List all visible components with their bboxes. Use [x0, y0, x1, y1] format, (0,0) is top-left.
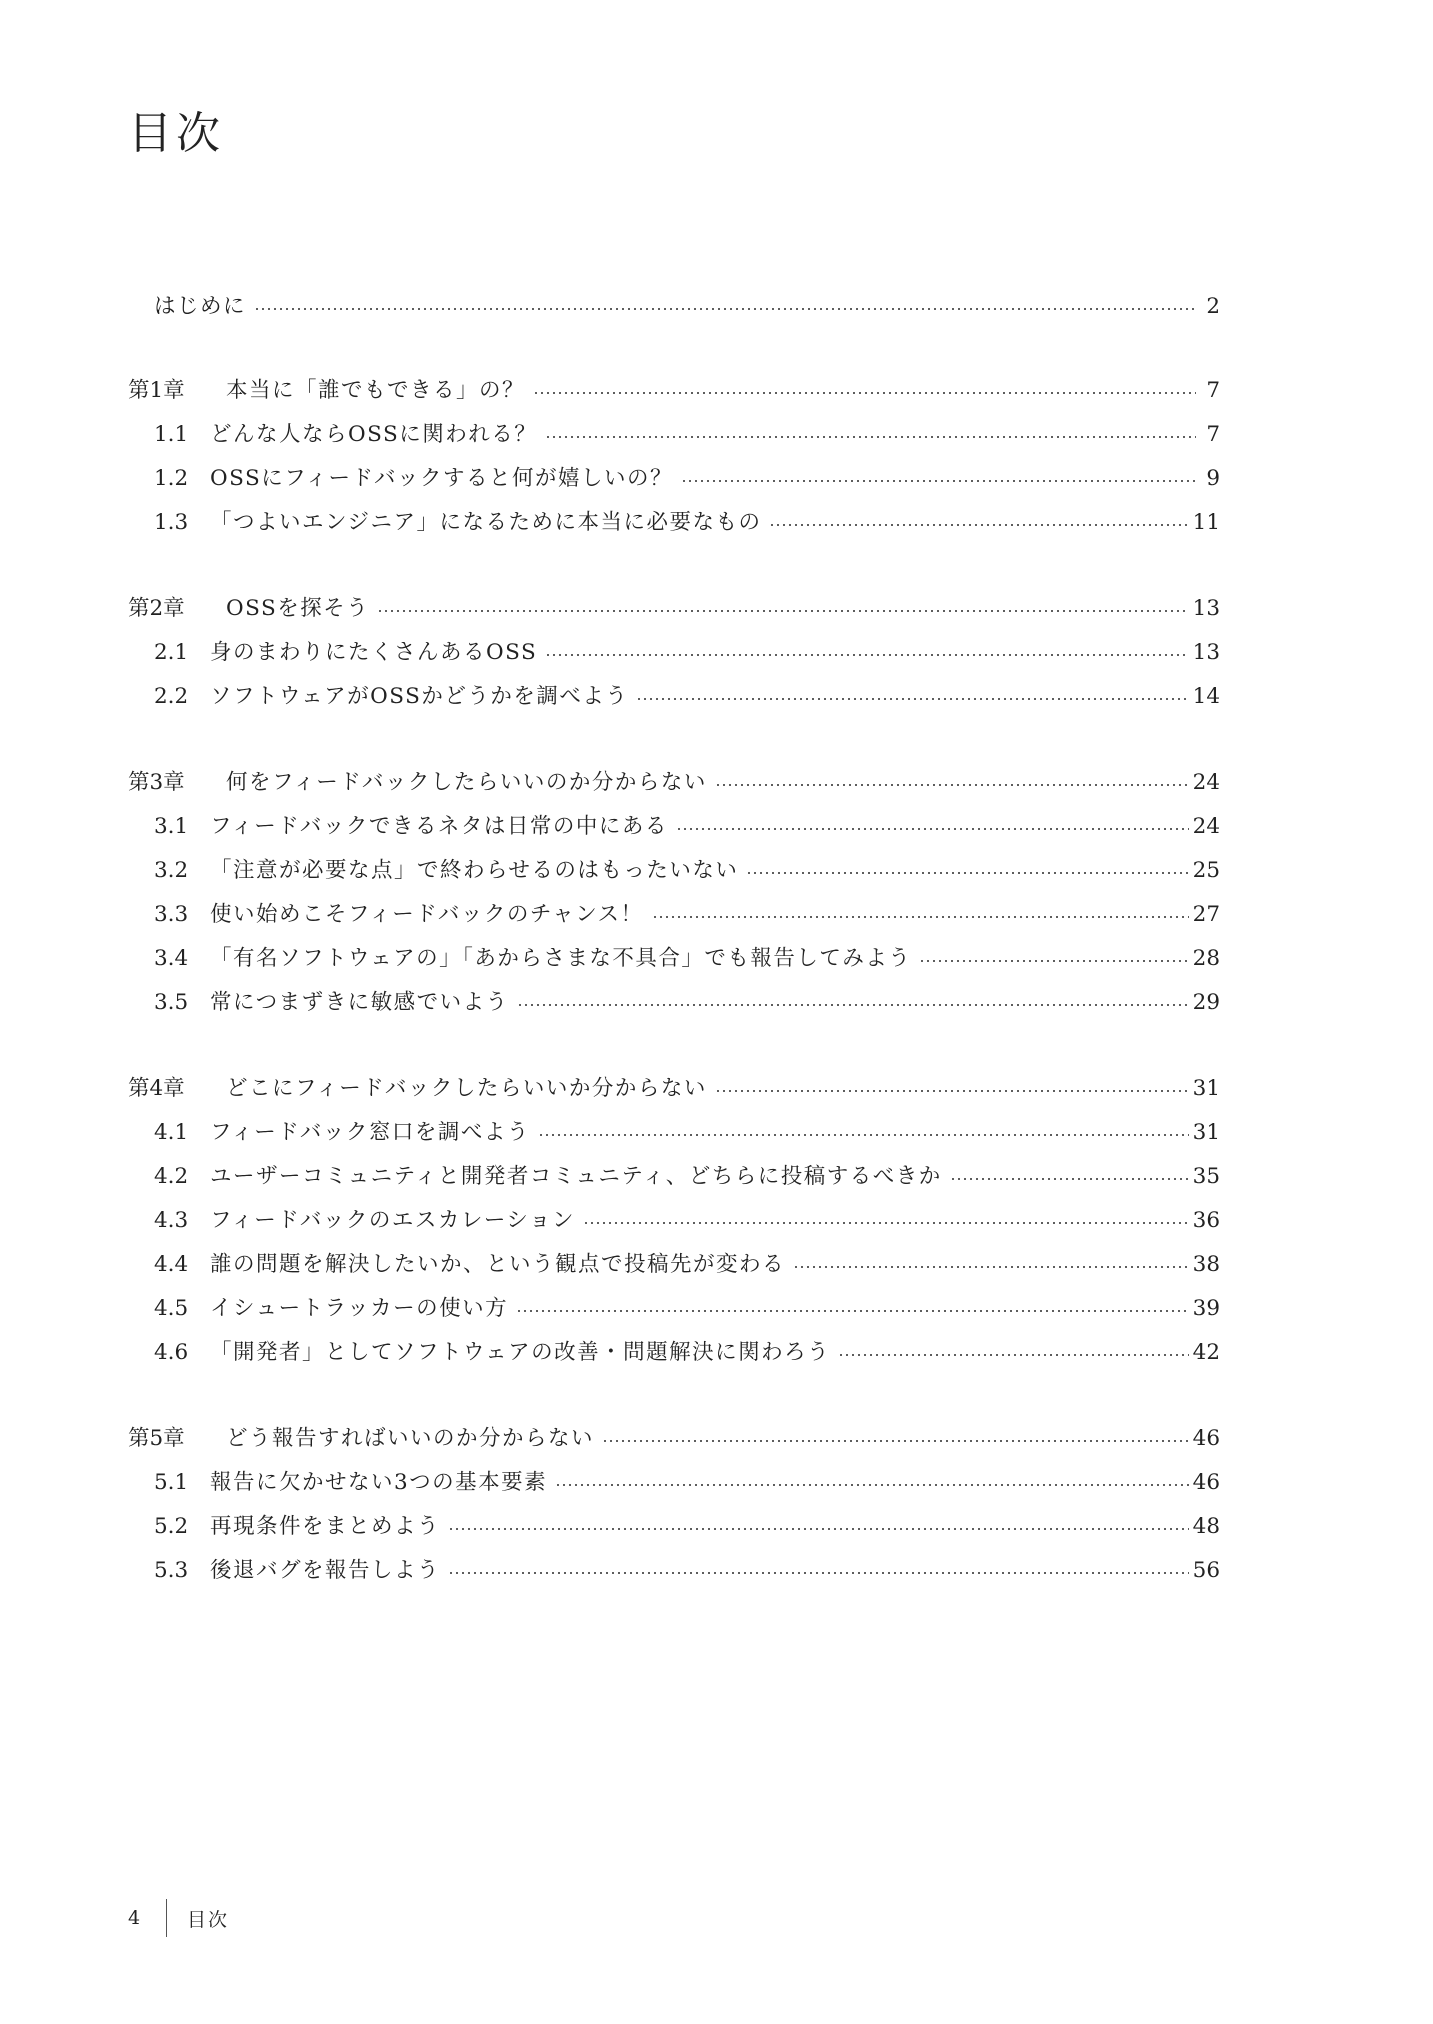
chapter-title: 何をフィードバックしたらいいのか分からない [226, 770, 707, 795]
section-title: 「注意が必要な点」で終わらせるのはもったいない [210, 858, 739, 883]
section-number: 2.1 [154, 640, 189, 665]
section-number: 3.2 [154, 858, 189, 883]
leader-dots [715, 784, 1189, 786]
section-number: 4.5 [154, 1296, 189, 1321]
section-title: 「つよいエンジニア」になるために本当に必要なもの [210, 510, 762, 535]
toc-entry-section-2-2[interactable] [128, 677, 1220, 717]
chapter-title: どう報告すればいいのか分からない [226, 1426, 595, 1451]
leader-dots [769, 524, 1188, 526]
section-title: フィードバックのエスカレーション [210, 1208, 575, 1233]
toc-entry-section-5-2[interactable] [128, 1507, 1220, 1547]
section-number: 5.1 [154, 1470, 189, 1495]
chapter-page: 24 [1192, 770, 1220, 795]
toc-entry-section-5-3[interactable] [128, 1551, 1220, 1591]
leader-dots [516, 1310, 1188, 1312]
section-title: ソフトウェアがOSSかどうかを調べよう [210, 684, 629, 709]
leader-dots [545, 436, 1196, 438]
toc-entry-section-1-1[interactable] [128, 415, 1220, 455]
section-number: 1.3 [154, 510, 189, 535]
section-page: 35 [1192, 1164, 1220, 1189]
leader-dots [448, 1572, 1189, 1574]
section-number: 1.2 [154, 466, 189, 491]
section-page: 46 [1192, 1470, 1220, 1495]
leader-dots [919, 960, 1188, 962]
toc-entry-section-3-1[interactable] [128, 807, 1220, 847]
section-page: 27 [1192, 902, 1220, 927]
section-title: 「有名ソフトウェアの」「あからさまな不具合」でも報告してみよう [210, 946, 912, 971]
leader-dots [517, 1004, 1189, 1006]
chapter-page: 7 [1206, 378, 1220, 403]
footer-page-number: 4 [128, 1907, 141, 1929]
section-number: 4.2 [154, 1164, 189, 1189]
section-title: 再現条件をまとめよう [210, 1514, 441, 1539]
section-number: 3.1 [154, 814, 189, 839]
section-page: 48 [1192, 1514, 1220, 1539]
section-number: 5.2 [154, 1514, 189, 1539]
toc-entry-section-1-3[interactable] [128, 503, 1220, 543]
toc-entry-section-4-3[interactable] [128, 1201, 1220, 1241]
section-title: イシュートラッカーの使い方 [210, 1296, 509, 1321]
chapter-page: 13 [1192, 596, 1220, 621]
leader-dots [715, 1090, 1189, 1092]
section-title: 「開発者」としてソフトウェアの改善・問題解決に関わろう [210, 1340, 831, 1365]
section-page: 28 [1192, 946, 1220, 971]
leader-dots [838, 1354, 1188, 1356]
leader-dots [545, 654, 1188, 656]
section-title: フィードバックできるネタは日常の中にある [210, 814, 668, 839]
leader-dots [533, 392, 1196, 394]
chapter-number: 第1章 [128, 378, 185, 403]
leader-dots [377, 610, 1188, 612]
section-number: 4.4 [154, 1252, 189, 1277]
chapter-number: 第3章 [128, 770, 185, 795]
section-page: 42 [1192, 1340, 1220, 1365]
leader-dots [652, 916, 1189, 918]
toc-entry-preface[interactable] [128, 287, 1220, 327]
leader-dots [602, 1440, 1189, 1442]
footer-section-label: 目次 [187, 1908, 230, 1931]
page-footer [128, 1898, 229, 1938]
chapter-page: 31 [1192, 1076, 1220, 1101]
section-number: 2.2 [154, 684, 189, 709]
toc-entry-chapter-4[interactable] [128, 1069, 1220, 1109]
toc-entry-section-1-2[interactable] [128, 459, 1220, 499]
section-page: 56 [1192, 1558, 1220, 1583]
section-page: 38 [1192, 1252, 1220, 1277]
toc-entry-title: はじめに [154, 294, 247, 319]
section-number: 4.1 [154, 1120, 189, 1145]
leader-dots [681, 480, 1196, 482]
toc-entry-section-4-5[interactable] [128, 1289, 1220, 1329]
leader-dots [746, 872, 1188, 874]
section-title: どんな人ならOSSに関われる？ [210, 422, 538, 447]
section-number: 3.5 [154, 990, 189, 1015]
section-title: 誰の問題を解決したいか、という観点で投稿先が変わる [210, 1252, 786, 1277]
toc-entry-chapter-5[interactable] [128, 1419, 1220, 1459]
section-number: 4.3 [154, 1208, 189, 1233]
footer-divider [166, 1899, 167, 1937]
leader-dots [555, 1484, 1188, 1486]
section-page: 29 [1192, 990, 1220, 1015]
toc-entry-section-3-3[interactable] [128, 895, 1220, 935]
section-page: 14 [1192, 684, 1220, 709]
leader-dots [448, 1528, 1189, 1530]
section-number: 4.6 [154, 1340, 189, 1365]
section-title: 身のまわりにたくさんあるOSS [210, 640, 538, 665]
toc-entry-chapter-3[interactable] [128, 763, 1220, 803]
toc-entry-section-3-5[interactable] [128, 983, 1220, 1023]
toc-entry-chapter-2[interactable] [128, 589, 1220, 629]
section-title: 報告に欠かせない3つの基本要素 [210, 1470, 548, 1495]
chapter-number: 第4章 [128, 1076, 185, 1101]
section-page: 39 [1192, 1296, 1220, 1321]
section-page: 13 [1192, 640, 1220, 665]
toc-entry-section-4-2[interactable] [128, 1157, 1220, 1197]
chapter-title: 本当に「誰でもできる」の？ [226, 378, 526, 403]
section-page: 9 [1206, 466, 1220, 491]
leader-dots [583, 1222, 1189, 1224]
page-title: 目次 [128, 108, 224, 159]
chapter-title: OSSを探そう [226, 596, 370, 621]
toc-entry-section-3-4[interactable] [128, 939, 1220, 979]
section-title: OSSにフィードバックすると何が嬉しいの？ [210, 466, 674, 491]
toc-entry-section-5-1[interactable] [128, 1463, 1220, 1503]
toc-entry-section-2-1[interactable] [128, 633, 1220, 673]
toc-entry-section-3-2[interactable] [128, 851, 1220, 891]
toc-entry-chapter-1[interactable] [128, 371, 1220, 411]
leader-dots [636, 698, 1188, 700]
section-title: ユーザーコミュニティと開発者コミュニティ、どちらに投稿するべきか [210, 1164, 942, 1189]
section-number: 5.3 [154, 1558, 189, 1583]
section-number: 3.4 [154, 946, 189, 971]
leader-dots [950, 1178, 1189, 1180]
toc-entry-section-4-1[interactable] [128, 1113, 1220, 1153]
chapter-number: 第5章 [128, 1426, 185, 1451]
chapter-page: 46 [1192, 1426, 1220, 1451]
chapter-number: 第2章 [128, 596, 185, 621]
section-title: 後退バグを報告しよう [210, 1558, 441, 1583]
section-title: 常につまずきに敏感でいよう [210, 990, 509, 1015]
toc-entry-section-4-4[interactable] [128, 1245, 1220, 1285]
leader-dots [538, 1134, 1189, 1136]
leader-dots [676, 828, 1189, 830]
section-title: 使い始めこそフィードバックのチャンス！ [210, 902, 644, 927]
section-number: 1.1 [154, 422, 189, 447]
toc-entry-section-4-6[interactable] [128, 1333, 1220, 1373]
section-page: 25 [1192, 858, 1220, 883]
leader-dots [793, 1266, 1189, 1268]
leader-dots [254, 308, 1196, 310]
section-page: 31 [1192, 1120, 1220, 1145]
section-page: 36 [1192, 1208, 1220, 1233]
toc-entry-page: 2 [1206, 294, 1220, 319]
section-page: 24 [1192, 814, 1220, 839]
section-title: フィードバック窓口を調べよう [210, 1120, 530, 1145]
section-page: 7 [1206, 422, 1220, 447]
chapter-title: どこにフィードバックしたらいいか分からない [226, 1076, 707, 1101]
section-page: 11 [1192, 510, 1220, 535]
section-number: 3.3 [154, 902, 189, 927]
